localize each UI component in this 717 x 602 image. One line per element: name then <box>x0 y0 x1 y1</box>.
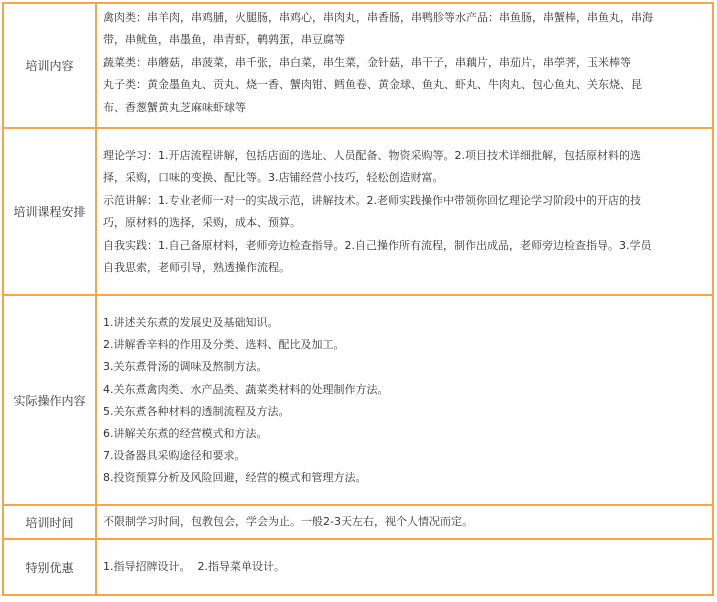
row-training-content <box>4 4 712 127</box>
row-course-schedule <box>4 127 712 294</box>
row-special-offer <box>4 538 712 594</box>
text-line: 带，串鱿鱼，串墨鱼，串青虾，鹌鹑蛋，串豆腐等 <box>103 33 345 47</box>
row-practical-operations <box>4 294 712 504</box>
text-line: 自我实践：1.自己备原材料，老师旁边检查指导。2.自己操作所有流程，制作出成品，老师旁边检查指导。3.学员 <box>103 238 652 252</box>
text-line: 理论学习：1.开店流程讲解，包括店面的选址、人员配备、物资采购等。2.项目技术详细批解，包括原材料的选 <box>103 149 641 162</box>
list-item: 6.讲解关东煮的经营模式和方法。 <box>103 427 268 441</box>
training-table <box>2 2 714 596</box>
text-line: 巧，原材料的选择，采购，成本、预算。 <box>103 216 301 230</box>
list-item: 1.讲述关东煮的发展史及基础知识。 <box>103 316 279 329</box>
content-course-schedule <box>97 129 712 294</box>
content-training-time <box>97 506 712 538</box>
list-item: 5.关东煮各种材料的透制流程及方法。 <box>103 404 290 418</box>
text-line: 自我思索，老师引导，熟透操作流程。 <box>103 261 290 275</box>
text-line: 蔬菜类：串蘑菇，串菠菜，串千张，串白菜，串生菜，金针菇，串干子，串藕片，串茄片，串荸荠，玉米棒等 <box>103 55 631 69</box>
text-line: 不限制学习时间，包教包会，学会为止。一般2-3天左右，视个人情况而定。 <box>103 515 473 528</box>
list-item: 8.投资预算分析及风险回避，经营的模式和管理方法。 <box>103 471 367 485</box>
text-line: 1.指导招牌设计。 2.指导菜单设计。 <box>103 560 285 573</box>
list-item: 3.关东煮骨汤的调味及熬制方法。 <box>103 360 268 374</box>
list-item: 2.讲解香辛料的作用及分类、选料、配比及加工。 <box>103 338 345 352</box>
content-practical-operations <box>97 296 712 504</box>
text-line: 布、香葱蟹黄丸芝麻味虾球等 <box>103 100 246 114</box>
text-line: 择，采购，口味的变换、配比等。3.店铺经营小技巧，轻松创造财富。 <box>103 171 444 185</box>
label-practical-operations: 实际操作内容 <box>4 296 97 504</box>
text-line: 示范讲解：1.专业老师一对一的实战示范，讲解技术。2.老师实践操作中带领你回忆理论学习阶段中的开店的技 <box>103 193 641 207</box>
text-line: 禽肉类：串羊肉，串鸡脯，火腿肠，串鸡心，串肉丸，串香肠，串鸭胗等水产品：串鱼肠，串蟹棒，串鱼丸，串海 <box>103 11 653 24</box>
list-item: 7.设备器具采购途径和要求。 <box>103 449 246 463</box>
label-training-time: 培训时间 <box>4 506 97 538</box>
label-training-content: 培训内容 <box>4 4 97 127</box>
list-item: 4.关东煮禽肉类、水产品类、蔬菜类材料的处理制作方法。 <box>103 382 389 396</box>
content-special-offer <box>97 540 712 594</box>
label-special-offer: 特别优惠 <box>4 540 97 594</box>
label-course-schedule: 培训课程安排 <box>4 129 97 294</box>
content-training-content <box>97 4 712 127</box>
text-line: 丸子类：黄金墨鱼丸、贡丸、烧一香、蟹肉钳、鳕鱼卷、黄金球、鱼丸、虾丸、牛肉丸、包心鱼丸、关东烧、昆 <box>103 78 642 92</box>
row-training-time <box>4 504 712 538</box>
